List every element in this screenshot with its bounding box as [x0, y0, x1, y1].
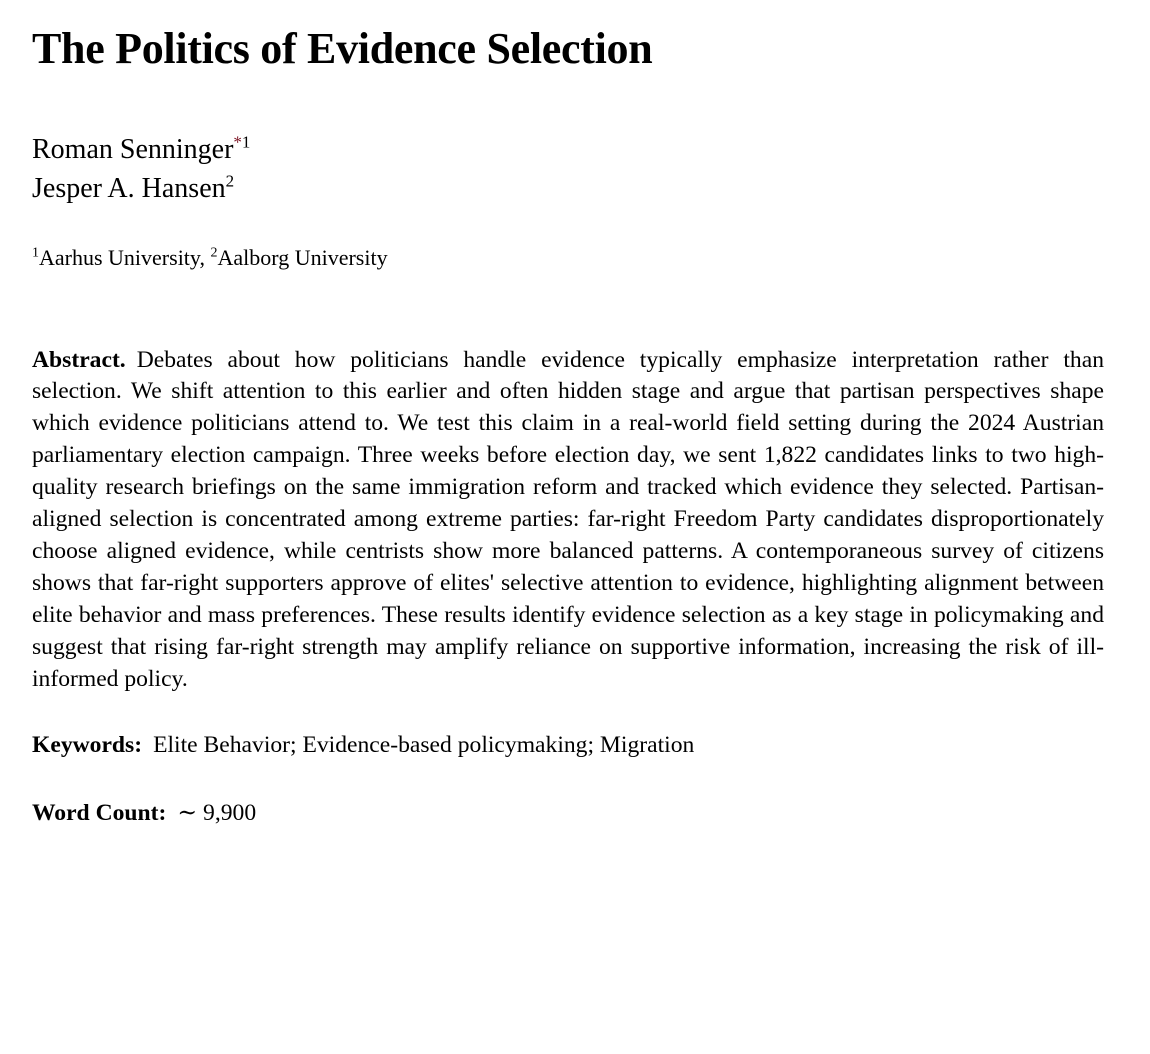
abstract-label: Abstract. [32, 346, 126, 373]
affiliation-marker-1: 1 [32, 245, 39, 261]
author-affiliation-marker: 2 [225, 171, 235, 191]
author-name: Jesper A. Hansen [32, 172, 226, 204]
page-title: The Politics of Evidence Selection [32, 24, 653, 73]
affiliation-1: Aarhus University, [39, 244, 211, 270]
word-count-row [32, 798, 1104, 830]
corresponding-author-marker: * [233, 132, 242, 152]
author-entry [32, 170, 1104, 209]
author-affiliation-marker: 1 [241, 132, 251, 152]
keywords-row [32, 730, 1104, 762]
keywords-value: Elite Behavior; Evidence-based policymaking; Migration [153, 732, 695, 759]
author-entry [32, 131, 1104, 170]
word-count-label: Word Count: [32, 800, 167, 827]
author-list [32, 131, 1104, 208]
abstract-text: Debates about how politicians handle evidence typically emphasize interpretation rather than selection. We shift attention to this earlier and often hidden stage and argue that partisan perspectives shape which evidence politicians attend to. We test this claim in a real-world field setting during the 2024 Austrian parliamentary election campaign. Three weeks before election day, we sent 1,822 candidates links to two high-quality research briefings on the same immigration reform and tracked which evidence they selected. Partisan-aligned selection is concentrated among extreme parties: far-right Freedom Party candidates disproportionately choose aligned evidence, while centrists show more balanced patterns. A contemporaneous survey of citizens shows that far-right supporters approve of elites' selective attention to evidence, highlighting alignment between elite behavior and mass preferences. These results identify evidence selection as a key stage in policymaking and suggest that rising far-right strength may amplify reliance on supportive information, increasing the risk of ill-informed policy. [32, 346, 1104, 693]
affiliation-2: Aalborg University [217, 244, 388, 270]
keywords-label: Keywords: [32, 732, 143, 759]
affiliation-marker-2: 2 [210, 245, 218, 261]
author-name: Roman Senninger [32, 134, 234, 166]
word-count-value: ∼ 9,900 [177, 800, 257, 827]
affiliations [32, 245, 1104, 271]
abstract-section [32, 345, 1104, 697]
